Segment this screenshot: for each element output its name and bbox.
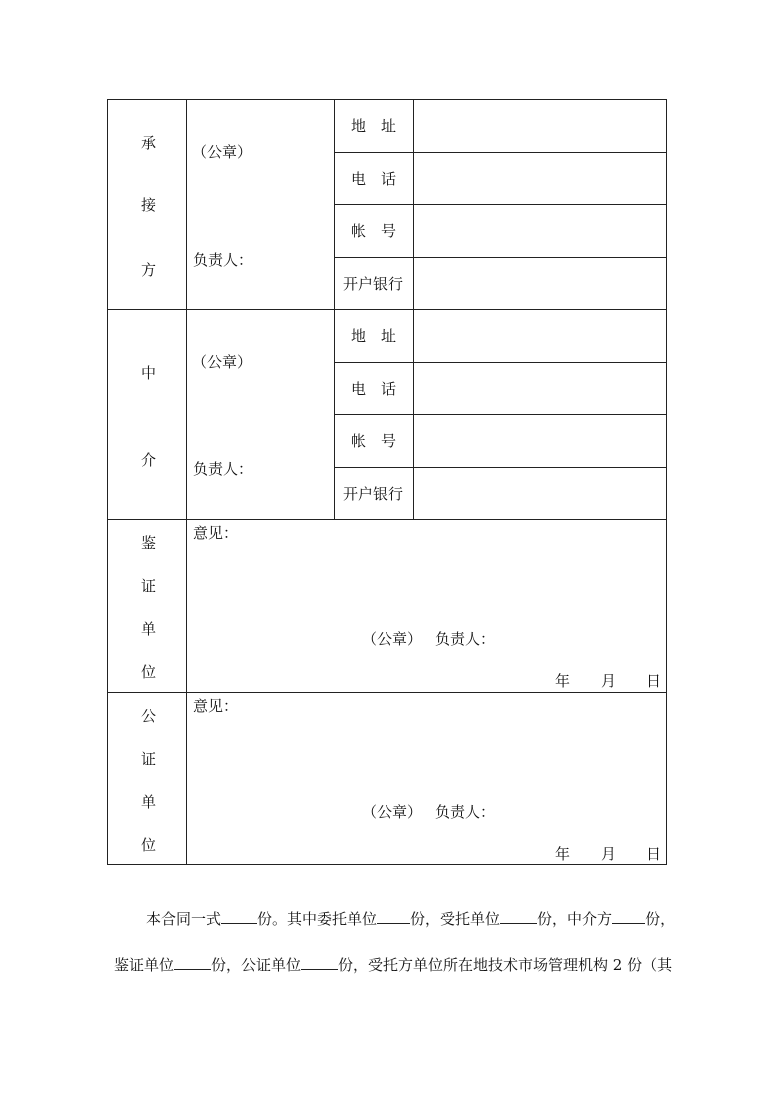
contractor-bank-label: 开户银行 [343,275,404,293]
paragraph-text: 份，中介方 [537,910,613,928]
verification-opinion-label: 意见： [193,524,239,542]
contractor-person-label: 负责人： [193,251,254,269]
notary-date-year: 年 [555,845,571,863]
paragraph-text: 份，受托单位 [410,910,501,928]
intermediary-phone-label: 电 话 [351,380,397,398]
verification-date-month: 月 [601,672,617,690]
intermediary-bank-label: 开户银行 [343,485,404,503]
notary-opinion-label: 意见： [193,697,239,715]
notary-seal: （公章） [362,803,423,821]
verification-seal: （公章） [362,630,423,648]
intermediary-person-label: 负责人： [193,460,254,478]
verification-label-char: 单 [141,620,157,638]
notary-date-day: 日 [646,845,662,863]
paragraph-text: 份。其中委托单位 [257,910,378,928]
section-divider [107,692,667,693]
verification-label-char: 证 [141,577,157,595]
section-divider [107,519,667,520]
copies-blank [612,909,645,924]
copies-blank [500,909,537,924]
notary-date-month: 月 [601,845,617,863]
notary-label-char: 证 [141,750,157,768]
row-divider [334,204,667,205]
column-divider [413,99,414,519]
notary-person-label: 负责人： [435,803,496,821]
contractor-address-label: 地 址 [351,117,397,135]
copies-paragraph-line-1 [146,909,675,929]
contractor-label-char: 方 [141,261,157,279]
intermediary-label-char: 中 [141,364,157,382]
verification-date-day: 日 [646,672,662,690]
copies-blank [174,955,211,970]
paragraph-text: 本合同一式 [146,910,222,928]
notary-label-char: 单 [141,793,157,811]
paragraph-text: 份， [645,910,676,928]
intermediary-account-label: 帐 号 [351,432,397,450]
contractor-account-label: 帐 号 [351,222,397,240]
contractor-label-char: 承 [141,134,157,152]
intermediary-address-label: 地 址 [351,327,397,345]
verification-label-char: 鉴 [141,534,157,552]
column-divider [334,99,335,519]
intermediary-seal: （公章） [192,353,253,371]
contractor-phone-label: 电 话 [351,170,397,188]
row-divider [334,257,667,258]
paragraph-text: 份，公证单位 [211,956,302,974]
paragraph-text: 鉴证单位 [114,956,175,974]
contractor-seal: （公章） [192,143,253,161]
verification-person-label: 负责人： [435,630,496,648]
row-divider [334,152,667,153]
copies-blank [301,955,338,970]
verification-date-year: 年 [555,672,571,690]
copies-blank [377,909,410,924]
row-divider [334,414,667,415]
intermediary-label-char: 介 [141,451,157,469]
notary-label-char: 位 [141,836,157,854]
contractor-label-char: 接 [141,196,157,214]
row-divider [334,362,667,363]
copies-paragraph-line-2 [114,955,672,975]
column-divider [186,99,187,865]
copies-blank [221,909,257,924]
paragraph-text: 份，受托方单位所在地技术市场管理机构 2 份（其 [338,956,673,974]
contract-signature-table [107,99,667,865]
section-divider [107,309,667,310]
row-divider [334,467,667,468]
notary-label-char: 公 [141,707,157,725]
verification-label-char: 位 [141,663,157,681]
